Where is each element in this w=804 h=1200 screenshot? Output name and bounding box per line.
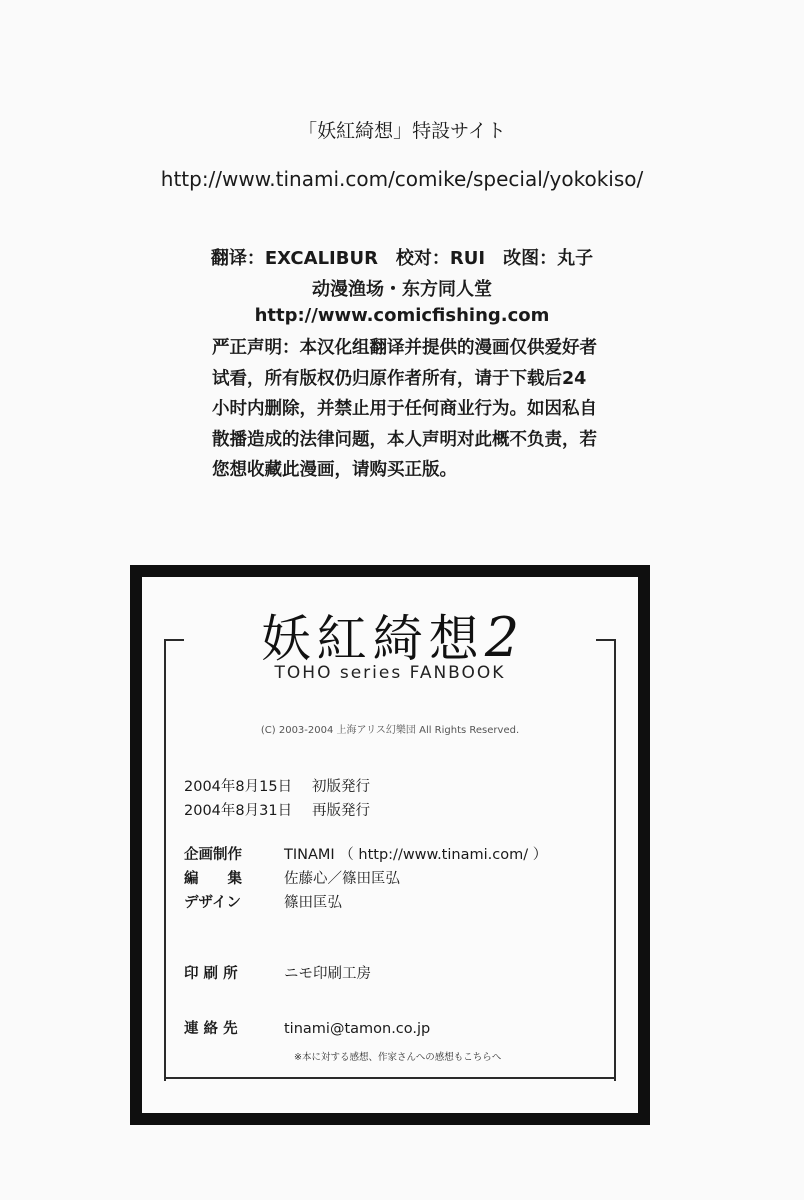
edition-second: [184, 799, 370, 820]
printer-label: 印 刷 所: [184, 966, 238, 982]
colophon-box: [130, 565, 650, 1125]
edition-first: [184, 775, 370, 796]
edition-date: 2004年8月15日: [184, 779, 293, 795]
special-site-title: 「妖紅綺想」特設サイト: [298, 120, 506, 142]
staff-label: デザイン: [184, 895, 241, 911]
frame-bottom: [164, 1077, 616, 1079]
book-title: 妖紅綺想: [260, 610, 485, 668]
special-site-url[interactable]: http://www.tinami.com/comike/special/yokokiso/: [160, 167, 644, 191]
book-title-number: 2: [484, 606, 520, 669]
group-name: 动漫渔场・东方同人堂: [312, 279, 492, 300]
colophon-inner: [142, 577, 638, 1113]
staff-editor: [184, 867, 400, 888]
notice-line: 严正声明：本汉化组翻译并提供的漫画仅供爱好者: [212, 338, 597, 358]
book-title-logo: [142, 599, 638, 671]
contact-footnote: ※本に対する感想、作家さんへの感想もこちらへ: [294, 1052, 502, 1063]
edition-date: 2004年8月31日: [184, 803, 293, 819]
copyright-line: (C) 2003-2004 上海アリス幻樂団 All Rights Reserved.: [260, 725, 520, 736]
staff-label: 編 集: [184, 871, 242, 887]
frame-left: [164, 639, 184, 1081]
notice-line: 试看，所有版权仍归原作者所有，请于下载后24: [212, 368, 587, 389]
notice-line: 散播造成的法律问题，本人声明对此概不负责，若: [212, 429, 597, 450]
contact-email[interactable]: tinami@tamon.co.jp: [284, 1021, 431, 1037]
notice-line: 小时内删除，并禁止用于任何商业行为。如因私自: [212, 399, 597, 419]
contact-label: 連 絡 先: [184, 1021, 238, 1037]
staff-label: 企画制作: [184, 847, 242, 863]
staff-value: 篠田匡弘: [284, 895, 342, 911]
book-subtitle: TOHO series FANBOOK: [274, 663, 506, 683]
edition-label: 初版発行: [312, 779, 370, 795]
frame-right: [596, 639, 616, 1081]
staff-value: 佐藤心／篠田匡弘: [284, 871, 400, 887]
staff-design: [184, 891, 342, 912]
notice-line: 您想收藏此漫画，请购买正版。: [212, 460, 457, 480]
disclaimer-notice: [212, 333, 622, 486]
staff-planning: [184, 843, 547, 864]
translation-credits: 翻译：EXCALIBUR 校对：RUI 改图：丸子: [210, 248, 594, 269]
printer-value: ニモ印刷工房: [284, 966, 371, 982]
printer-row: [184, 962, 371, 983]
staff-value: TINAMI （ http://www.tinami.com/ ）: [284, 847, 548, 863]
edition-label: 再版発行: [312, 803, 370, 819]
group-url[interactable]: http://www.comicfishing.com: [254, 305, 550, 326]
contact-row: [184, 1017, 430, 1038]
